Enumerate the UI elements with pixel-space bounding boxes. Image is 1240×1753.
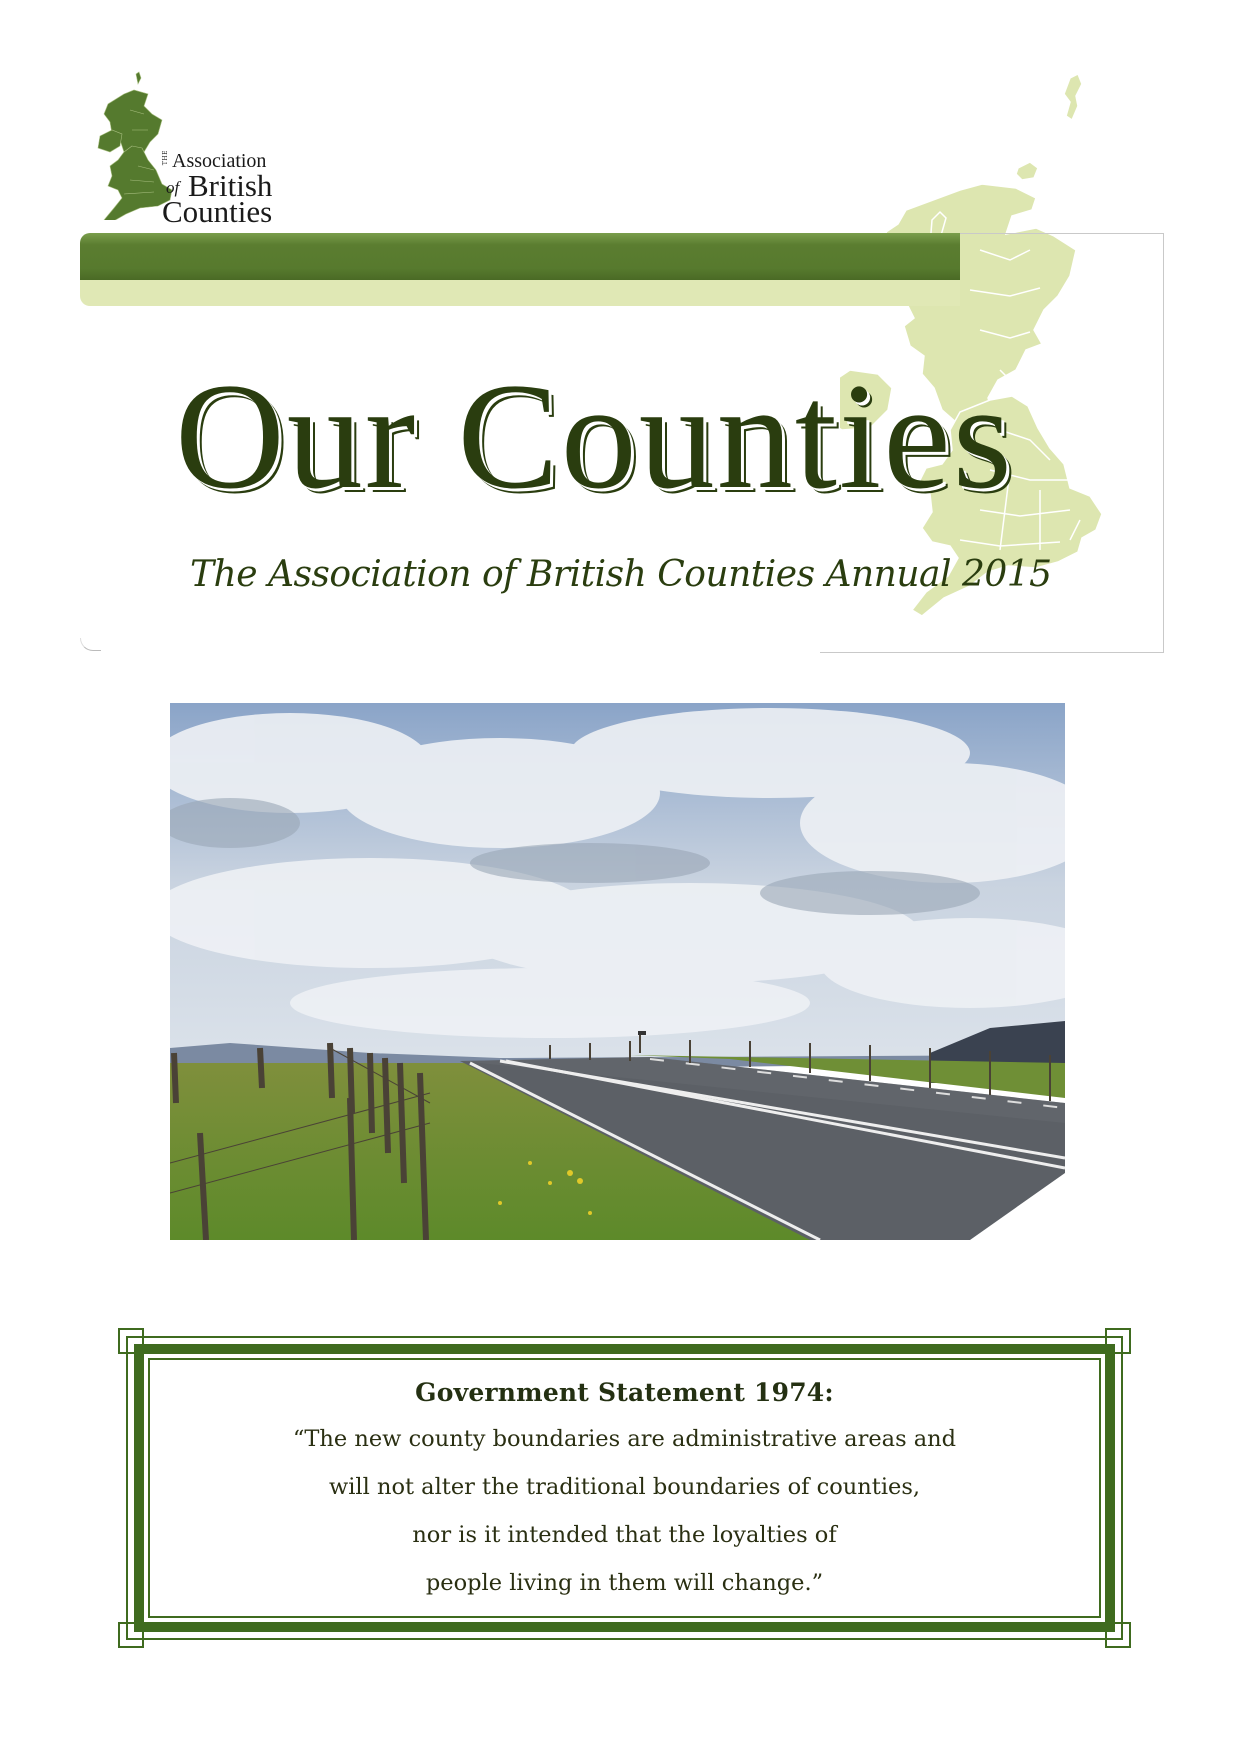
quote-box	[118, 1328, 1131, 1648]
decorative-corner-mark	[80, 638, 101, 651]
quote-line: “The new county boundaries are administrative areas and	[292, 1426, 957, 1452]
banner-bar-light	[80, 280, 960, 306]
logo-association-text: Association	[172, 150, 267, 172]
frame-corner-ornament	[118, 1328, 144, 1354]
logo-the-text: THE	[162, 150, 169, 166]
frame-corner-ornament	[118, 1622, 144, 1648]
logo-of-text: of	[166, 178, 180, 197]
quote-content	[158, 1368, 1091, 1607]
frame-corner-ornament	[1105, 1622, 1131, 1648]
quote-line: people living in them will change.”	[425, 1570, 824, 1596]
quote-line: will not alter the traditional boundaries of counties,	[328, 1474, 921, 1500]
logo-british-text: British	[188, 168, 273, 203]
quote-heading: Government Statement 1974:	[415, 1378, 834, 1407]
page-title: Our Counties	[175, 352, 1014, 520]
page-subtitle: The Association of British Counties Annual 2015	[190, 554, 1052, 595]
association-logo	[90, 70, 310, 230]
logo-counties-text: Counties	[162, 194, 273, 229]
cover-photo-road	[170, 703, 1065, 1240]
quote-line: nor is it intended that the loyalties of	[412, 1522, 837, 1548]
banner-bar-dark	[80, 233, 960, 280]
frame-corner-ornament	[1105, 1328, 1131, 1354]
